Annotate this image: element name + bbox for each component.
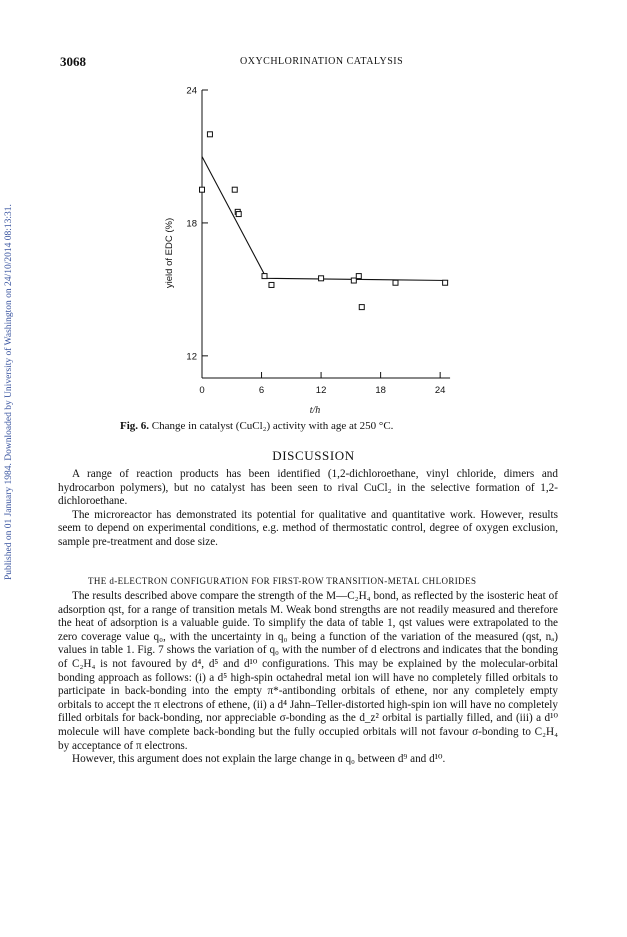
y-tick-label: 24 [186, 85, 197, 97]
page-header [60, 54, 560, 72]
data-point [200, 187, 205, 192]
data-point [351, 278, 356, 283]
data-point [319, 276, 324, 281]
caption-label: Fig. 6. [120, 420, 150, 432]
paragraph: A range of reaction products has been identified (1,2-dichloroethane, vinyl chloride, dimers and hydrocarbon polymers), but no catalyst has been seen to rival CuCl₂ in the selective formation of 1,2-dichloroethane. [58, 468, 558, 508]
chart-points [200, 132, 448, 310]
data-point [356, 274, 361, 279]
figure-6-chart [150, 78, 470, 418]
data-point [393, 280, 398, 285]
paragraph: However, this argument does not explain the large change in q₀ between d⁹ and d¹⁰. [72, 753, 446, 766]
paragraph: The microreactor has demonstrated its potential for qualitative and quantitative work. However, results seem to depend on experimental conditions, e.g. method of thermostatic control, degree of oxygen exclusion, sample pre-treatment and dose size. [58, 508, 558, 548]
figure-caption [120, 420, 540, 432]
chart-trend [202, 157, 448, 281]
data-point [262, 274, 267, 279]
download-notice: Published on 01 January 1984. Downloaded by University of Washington on 24/10/2014 08:13:31. [4, 204, 14, 580]
x-tick-label: 6 [258, 385, 265, 396]
x-tick-label: 24 [434, 385, 446, 396]
y-axis-label: yield of EDC (%) [164, 217, 175, 289]
chart-ticks [186, 86, 445, 397]
section-heading: DISCUSSION [272, 448, 355, 463]
x-axis-label: t/h [309, 405, 321, 416]
data-point [207, 132, 212, 137]
paragraph-block-1 [58, 468, 558, 550]
data-point [232, 187, 237, 192]
caption-text: Change in catalyst (CuCl₂) activity with age at 250 °C. [151, 420, 394, 432]
y-tick-label: 18 [186, 218, 197, 230]
page-number: 3068 [60, 54, 86, 69]
running-head: OXYCHLORINATION CATALYSIS [240, 56, 404, 67]
data-point [269, 282, 274, 287]
data-point [236, 212, 241, 217]
x-tick-label: 0 [199, 385, 205, 396]
paragraph: The results described above compare the strength of the M—C₂H₄ bond, as reflected by the isosteric heat of adsorption qst, for a range of transition metals M. Weak bond strengths are not readily measured and therefore the heat of adsorption is a valuable guide. To simplify the data of table 1, qst values were extrapolated to the zero coverage value q₀, with the uncertainty in q₀ being a function of the variation of the measured (qst, nₐ) values in table 1. Fig. 7 shows the variation of q₀ with the number of d electrons and indicates that the bonding of C₂H₄ is not favoured by d⁴, d⁵ and d¹⁰ configurations. This may be explained by the molecular-orbital bonding approach as follows: (i) a d⁵ high-spin octahedral metal ion will have no completely filled orbitals to participate in back-bonding into the empty π*-antibonding orbitals of ethene, nor any completely empty orbitals to accept the π electrons of ethene, (ii) a d⁴ Jahn–Teller-distorted high-spin ion will have no completely filled orbitals for back-bonding, nor appreciable σ-bonding as the d_z² orbital is partially filled, and (iii) a d¹⁰ molecule will have complete back-bonding but the fully occupied orbitals will not favour σ-bonding to C₂H₄ by acceptance of π electrons. [58, 590, 558, 752]
data-point [359, 305, 364, 310]
subsection-heading: THE d-ELECTRON CONFIGURATION FOR FIRST-ROW TRANSITION-METAL CHLORIDES [88, 576, 477, 586]
x-tick-label: 18 [375, 385, 386, 396]
x-tick-label: 12 [315, 385, 327, 396]
data-point [443, 280, 448, 285]
chart-axes [202, 90, 450, 378]
paragraph-block-2 [58, 590, 558, 767]
y-tick-label: 12 [186, 351, 197, 363]
trend-line [202, 157, 448, 281]
